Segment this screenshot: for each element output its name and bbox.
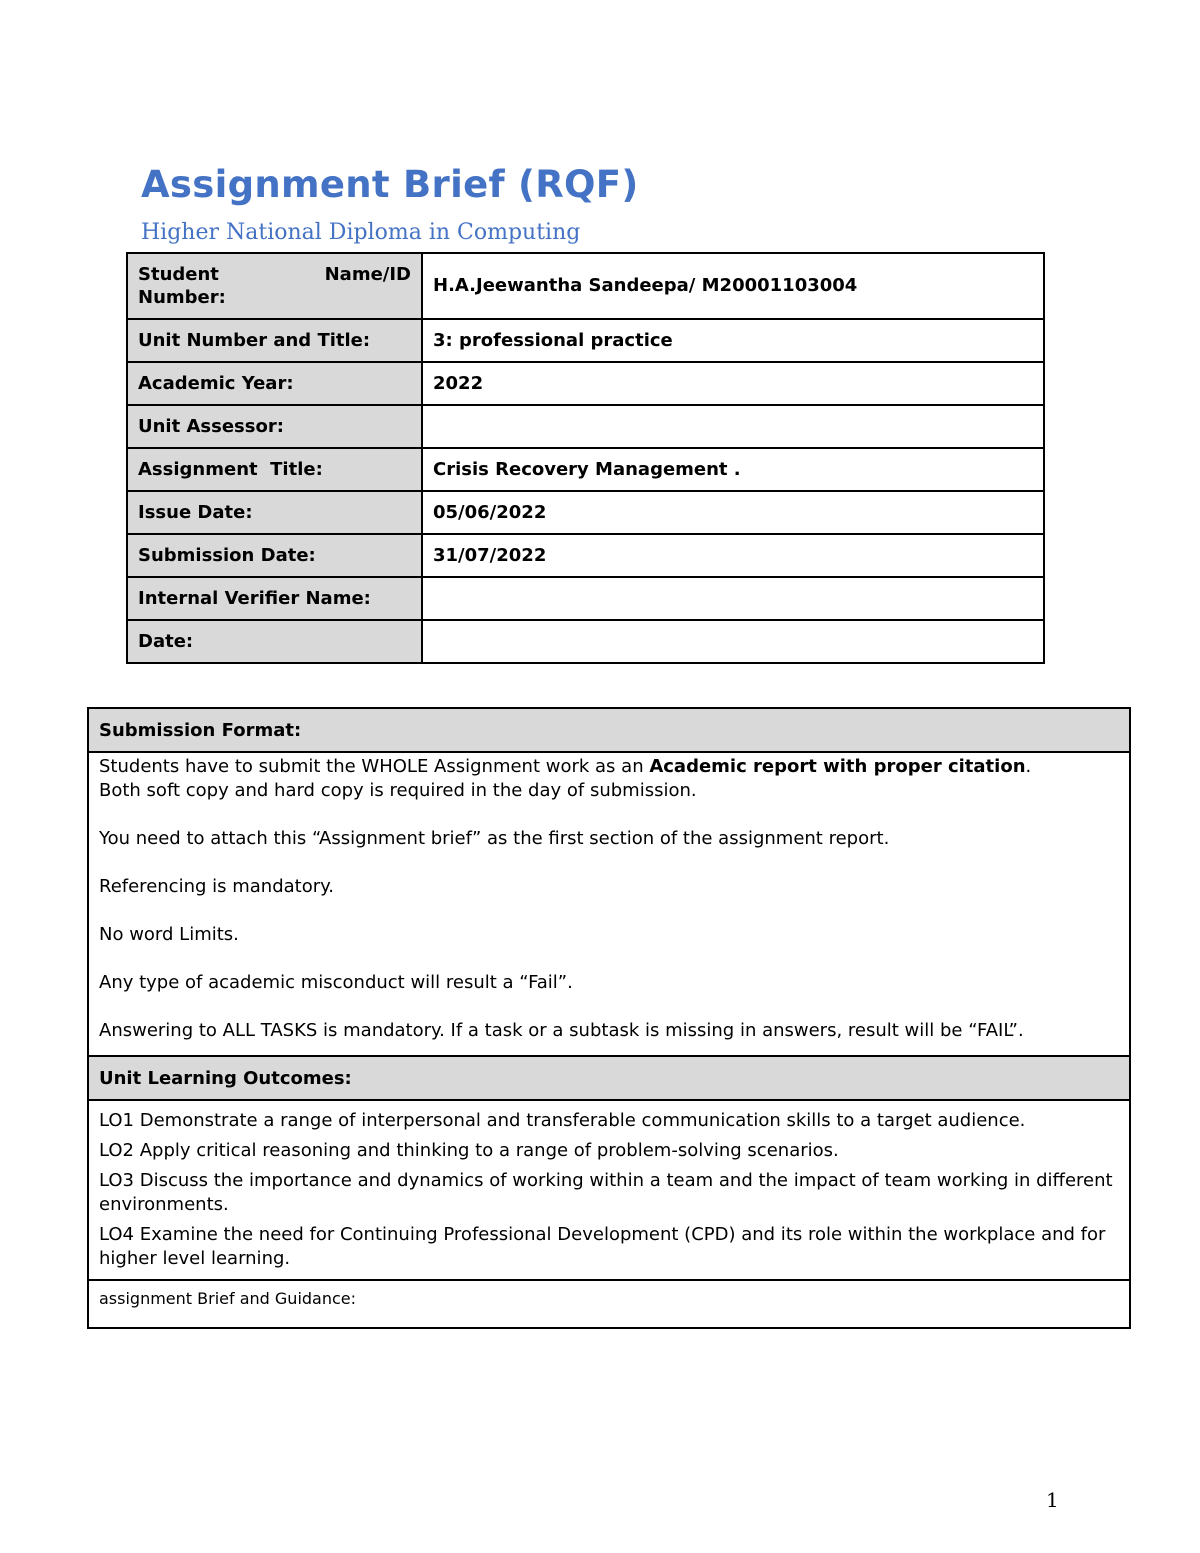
table-row	[127, 534, 1044, 577]
table-row	[127, 362, 1044, 405]
submission-format-paragraph: Any type of academic misconduct will result a “Fail”.	[99, 972, 573, 993]
learning-outcome-item: LO2 Apply critical reasoning and thinking to a range of problem-solving scenarios.	[99, 1140, 839, 1161]
issue-date-label: Issue Date:	[127, 491, 422, 534]
table-row	[127, 448, 1044, 491]
assignment-title-value: Crisis Recovery Management .	[422, 448, 1044, 491]
unit-assessor-label: Unit Assessor:	[127, 405, 422, 448]
learning-outcome-item: LO1 Demonstrate a range of interpersonal and transferable communication skills to a target audience.	[99, 1110, 1026, 1131]
document-title: Assignment Brief (RQF)	[141, 163, 639, 206]
learning-outcome-item: LO4 Examine the need for Continuing Professional Development (CPD) and its role within the workplace and for higher level learning.	[99, 1224, 1106, 1269]
assignment-info-table	[126, 252, 1045, 664]
unit-title-label: Unit Number and Title:	[127, 319, 422, 362]
submission-format-paragraph: Answering to ALL TASKS is mandatory. If a task or a subtask is missing in answers, result will be “FAIL”.	[99, 1020, 1024, 1041]
learning-outcomes-heading: Unit Learning Outcomes:	[88, 1056, 1130, 1100]
document-subtitle: Higher National Diploma in Computing	[141, 220, 581, 245]
table-row	[127, 491, 1044, 534]
table-row	[127, 253, 1044, 319]
student-name-value: H.A.Jeewantha Sandeepa/ M20001103004	[422, 253, 1044, 319]
guidance-label: assignment Brief and Guidance:	[88, 1280, 1130, 1328]
submission-date-label: Submission Date:	[127, 534, 422, 577]
assignment-brief-table	[87, 707, 1131, 1329]
table-row	[127, 577, 1044, 620]
academic-year-label: Academic Year:	[127, 362, 422, 405]
date-label: Date:	[127, 620, 422, 663]
issue-date-value: 05/06/2022	[422, 491, 1044, 534]
unit-assessor-value	[422, 405, 1044, 448]
table-row	[127, 405, 1044, 448]
submission-format-paragraph: You need to attach this “Assignment brief” as the first section of the assignment report.	[99, 828, 890, 849]
table-row	[127, 620, 1044, 663]
submission-format-body	[88, 752, 1130, 1056]
learning-outcome-item: LO3 Discuss the importance and dynamics of working within a team and the impact of team working in different environments.	[99, 1170, 1113, 1215]
date-value	[422, 620, 1044, 663]
learning-outcomes-body	[88, 1100, 1130, 1280]
student-name-label: Student Name/ID Number:	[127, 253, 422, 319]
assignment-title-label: Assignment Title:	[127, 448, 422, 491]
internal-verifier-value	[422, 577, 1044, 620]
table-row	[127, 319, 1044, 362]
submission-format-heading: Submission Format:	[88, 708, 1130, 752]
internal-verifier-label: Internal Verifier Name:	[127, 577, 422, 620]
submission-format-paragraph: Referencing is mandatory.	[99, 876, 334, 897]
submission-format-paragraph: No word Limits.	[99, 924, 239, 945]
page-number: 1	[1046, 1488, 1059, 1512]
submission-format-paragraph: Students have to submit the WHOLE Assignment work as an Academic report with proper citation. Both soft copy and hard copy is required in the day of submission.	[99, 756, 1032, 801]
academic-year-value: 2022	[422, 362, 1044, 405]
submission-date-value: 31/07/2022	[422, 534, 1044, 577]
unit-title-value: 3: professional practice	[422, 319, 1044, 362]
